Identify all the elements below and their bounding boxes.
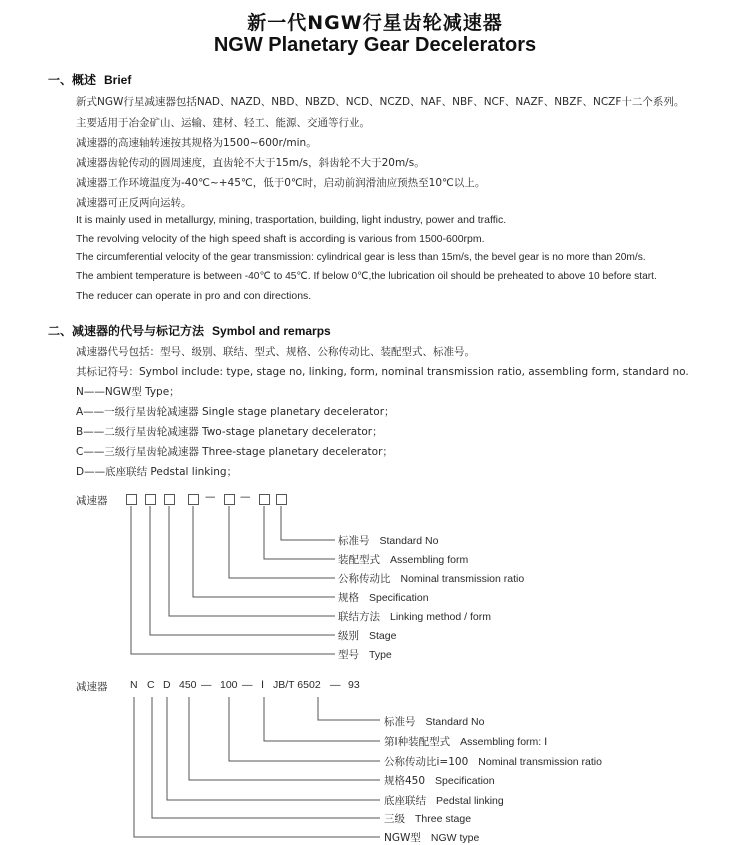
symbol-line-1: 减速器代号包括：型号、级别、联结、型式、规格、公称传动比、装配型式、标准号。 <box>76 346 475 358</box>
code-label-ratio-cn: 公称传动比 <box>338 573 391 585</box>
page-title-cn: 新一代NGW行星齿轮减速器 <box>247 12 503 34</box>
example-label-standard <box>384 714 484 729</box>
code-label-type <box>338 647 392 662</box>
leader-type <box>131 506 335 654</box>
example-label-stage-en: Three stage <box>415 813 472 825</box>
code-dash-1: — <box>205 491 216 503</box>
code-label-spec-cn: 规格 <box>338 592 359 604</box>
example-label-ratio <box>384 754 602 769</box>
brief-line-en-1: It is mainly used in metallurgy, mining, trasportation, building, light industry, power and traffic. <box>76 214 507 226</box>
ex-leader-standard <box>318 697 380 720</box>
ex-leader-type <box>134 697 380 837</box>
code-label-type-en: Type <box>369 649 392 661</box>
brief-line-en-4: The ambient temperature is between -40℃ to 45℃. If below 0℃,the lubrication oil should be preheated to above 10 before start. <box>76 271 657 282</box>
code-label-stage-en: Stage <box>369 630 397 642</box>
example-label-assembly-cn: 第Ⅰ种装配型式 <box>384 736 451 748</box>
example-dash-2: — <box>242 679 253 691</box>
example-part-ratio: 100 <box>220 679 238 691</box>
symbol-line-3: N——NGW型 Type； <box>76 386 180 398</box>
brief-line-cn-5: 减速器工作环境温度为-40℃~+45℃，低于0℃时，启动前润滑油应预热至10℃以上。 <box>76 177 486 189</box>
code-label-linking-cn: 联结方法 <box>338 611 380 623</box>
symbol-line-6: C——三级行星齿轮减速器 Three-stage planetary decelerator； <box>76 446 393 458</box>
code-label-stage-cn: 级别 <box>338 630 359 642</box>
code-label-linking-en: Linking method / form <box>390 611 491 623</box>
brief-line-cn-6: 减速器可正反两向运转。 <box>76 197 192 209</box>
example-label-type <box>384 830 479 845</box>
brief-line-cn-3: 减速器的高速轴转速按其规格为1500~600r/min。 <box>76 137 317 149</box>
example-part-stage: C <box>147 679 155 691</box>
example-part-assembly: Ⅰ <box>261 679 265 691</box>
code-label-linking <box>338 609 491 624</box>
brief-line-cn-4: 减速器齿轮传动的圆周速度，直齿轮不大于15m/s，斜齿轮不大于20m/s。 <box>76 157 425 169</box>
ex-leader-linking <box>167 697 380 800</box>
example-label-linking-en: Pedstal linking <box>436 795 504 807</box>
symbol-line-7: D——底座联结 Pedstal linking； <box>76 466 238 478</box>
example-label-linking-cn: 底座联结 <box>384 795 426 807</box>
leader-assembly <box>264 506 335 559</box>
brief-line-cn-1: 新式NGW行星减速器包括NAD、NAZD、NBD、NBZD、NCD、NCZD、NAF、NBF、NCF、NAZF、NBZF、NCZF十二个系列。 <box>76 96 685 108</box>
code-label-ratio <box>338 571 524 586</box>
example-label-ratio-en: Nominal transmission ratio <box>478 756 602 768</box>
code-prefix: 减速器 <box>76 495 108 507</box>
code-label-assembly-en: Assembling form <box>390 554 469 566</box>
example-label-spec <box>384 773 495 788</box>
example-part-standard: JB/T 6502 <box>273 679 321 691</box>
code-label-standard <box>338 533 438 548</box>
example-label-spec-en: Specification <box>435 775 495 787</box>
section1-heading-en: Brief <box>104 73 132 87</box>
code-label-type-cn: 型号 <box>338 649 359 661</box>
example-label-linking <box>384 793 504 808</box>
brief-line-en-5: The reducer can operate in pro and con directions. <box>76 290 312 302</box>
symbol-line-2: 其标记符号：Symbol include: type, stage no, linking, form, nominal transmission ratio, assembling form, standard no. <box>76 366 689 378</box>
page-title-en: NGW Planetary Gear Decelerators <box>213 34 537 56</box>
example-part-linking: D <box>163 679 171 691</box>
symbol-line-5: B——二级行星齿轮减速器 Two-stage planetary decelerator； <box>76 426 383 438</box>
example-label-type-cn: NGW型 <box>384 832 421 844</box>
code-label-standard-en: Standard No <box>379 535 439 547</box>
symbol-line-4: A——一级行星齿轮减速器 Single stage planetary decelerator； <box>76 406 395 418</box>
code-label-assembly-cn: 装配型式 <box>338 554 380 566</box>
section2-heading-cn: 二、减速器的代号与标记方法 <box>48 324 205 338</box>
example-dash-3: — <box>330 679 341 691</box>
leader-ratio <box>229 506 335 578</box>
ex-leader-spec <box>189 697 380 780</box>
example-label-ratio-cn: 公称传动比i=100 <box>384 756 469 768</box>
brief-line-en-2: The revolving velocity of the high speed shaft is according is various from 1500-600rpm. <box>76 233 485 245</box>
brief-line-cn-2: 主要适用于冶金矿山、运输、建材、轻工、能源、交通等行业。 <box>76 117 370 129</box>
code-label-ratio-en: Nominal transmission ratio <box>400 573 525 585</box>
example-part-spec: 450 <box>179 679 197 691</box>
example-label-stage <box>384 811 471 826</box>
example-label-spec-cn: 规格450 <box>384 775 426 787</box>
example-label-stage-cn: 三级 <box>384 813 405 825</box>
code-label-standard-cn: 标准号 <box>338 535 370 547</box>
example-part-year: 93 <box>348 679 360 691</box>
leader-linking <box>169 506 335 616</box>
ex-leader-assembly <box>264 697 380 741</box>
example-prefix: 减速器 <box>76 681 108 693</box>
code-dash-2: — <box>240 491 251 503</box>
example-label-standard-cn: 标准号 <box>384 716 416 728</box>
ex-leader-ratio <box>229 697 380 761</box>
section1-heading-cn: 一、概述 <box>48 73 97 87</box>
example-label-assembly <box>384 734 547 749</box>
code-label-stage <box>338 628 396 643</box>
section2-heading-en: Symbol and remarps <box>212 324 331 338</box>
example-label-assembly-en: Assembling form: Ⅰ <box>460 736 548 748</box>
code-label-spec-en: Specification <box>369 592 429 604</box>
leader-standard <box>281 506 335 540</box>
example-label-standard-en: Standard No <box>425 716 485 728</box>
code-label-assembly <box>338 552 468 567</box>
example-dash-1: — <box>201 679 212 691</box>
example-part-type: N <box>130 679 138 691</box>
example-label-type-en: NGW type <box>430 832 480 844</box>
code-label-spec <box>338 590 429 605</box>
brief-line-en-3: The circumferential velocity of the gear transmission: cylindrical gear is less than 15m/s, the bevel gear is no more than 20m/s. <box>76 252 646 263</box>
